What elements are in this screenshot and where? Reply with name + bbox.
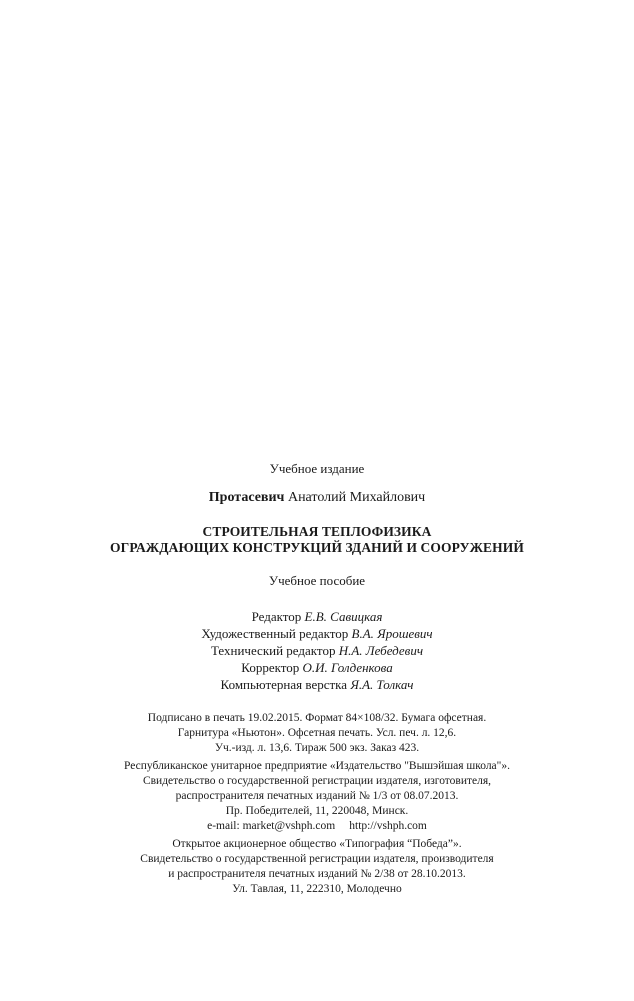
printer-line: Свидетельство о государственной регистрации издателя, производителя	[140, 853, 494, 865]
credit-role: Корректор	[241, 660, 300, 675]
author-surname: Протасевич	[208, 490, 285, 505]
credit-role: Технический редактор	[210, 643, 336, 658]
credit-role: Редактор	[251, 609, 302, 624]
publisher-contacts	[0, 821, 634, 833]
imprint-line: Подписано в печать 19.02.2015. Формат 84×108/32. Бумага офсетная.	[147, 712, 487, 724]
publisher-address: Пр. Победителей, 11, 220048, Минск.	[225, 805, 409, 817]
author-line	[0, 491, 634, 505]
credit-editor	[0, 610, 634, 623]
publication-subtype: Учебное пособие	[268, 573, 366, 588]
publisher-line: Республиканское унитарное предприятие «Издательство "Вышэйшая школа"».	[124, 760, 510, 772]
credit-name: Е.В. Савицкая	[304, 609, 383, 624]
credit-name: Я.А. Толкач	[350, 677, 414, 692]
edition-type: Учебное издание	[269, 461, 365, 476]
book-title-line-2: ОГРАЖДАЮЩИХ КОНСТРУКЦИЙ ЗДАНИЙ И СООРУЖЕНИЙ	[110, 540, 524, 555]
imprint-line: Уч.-изд. л. 13,6. Тираж 500 экз. Заказ 423.	[214, 742, 420, 754]
credit-role: Компьютерная верстка	[220, 677, 348, 692]
credit-role: Художественный редактор	[201, 626, 349, 641]
publisher-url: http://vshph.com	[349, 820, 427, 832]
credit-layout	[0, 678, 634, 691]
credit-name: О.И. Голденкова	[302, 660, 393, 675]
publisher-email: e-mail: market@vshph.com	[207, 820, 336, 832]
credit-art-editor	[0, 627, 634, 640]
author-given-names: Анатолий Михайлович	[287, 490, 426, 505]
imprint-line: Гарнитура «Ньютон». Офсетная печать. Усл. печ. л. 12,6.	[177, 727, 457, 739]
publisher-line: распространителя печатных изданий № 1/3 от 08.07.2013.	[175, 790, 459, 802]
credit-technical-editor	[0, 644, 634, 657]
credit-name: Н.А. Лебедевич	[338, 643, 424, 658]
credit-name: В.А. Ярошевич	[351, 626, 433, 641]
book-title-line-1: СТРОИТЕЛЬНАЯ ТЕПЛОФИЗИКА	[202, 524, 432, 539]
printer-line: Открытое акционерное общество «Типография “Победа”».	[172, 838, 462, 850]
credit-proofreader	[0, 661, 634, 674]
publisher-line: Свидетельство о государственной регистрации издателя, изготовителя,	[142, 775, 492, 787]
printer-line: и распространителя печатных изданий № 2/38 от 28.10.2013.	[168, 868, 466, 880]
printer-address: Ул. Тавлая, 11, 222310, Молодечно	[232, 883, 402, 895]
